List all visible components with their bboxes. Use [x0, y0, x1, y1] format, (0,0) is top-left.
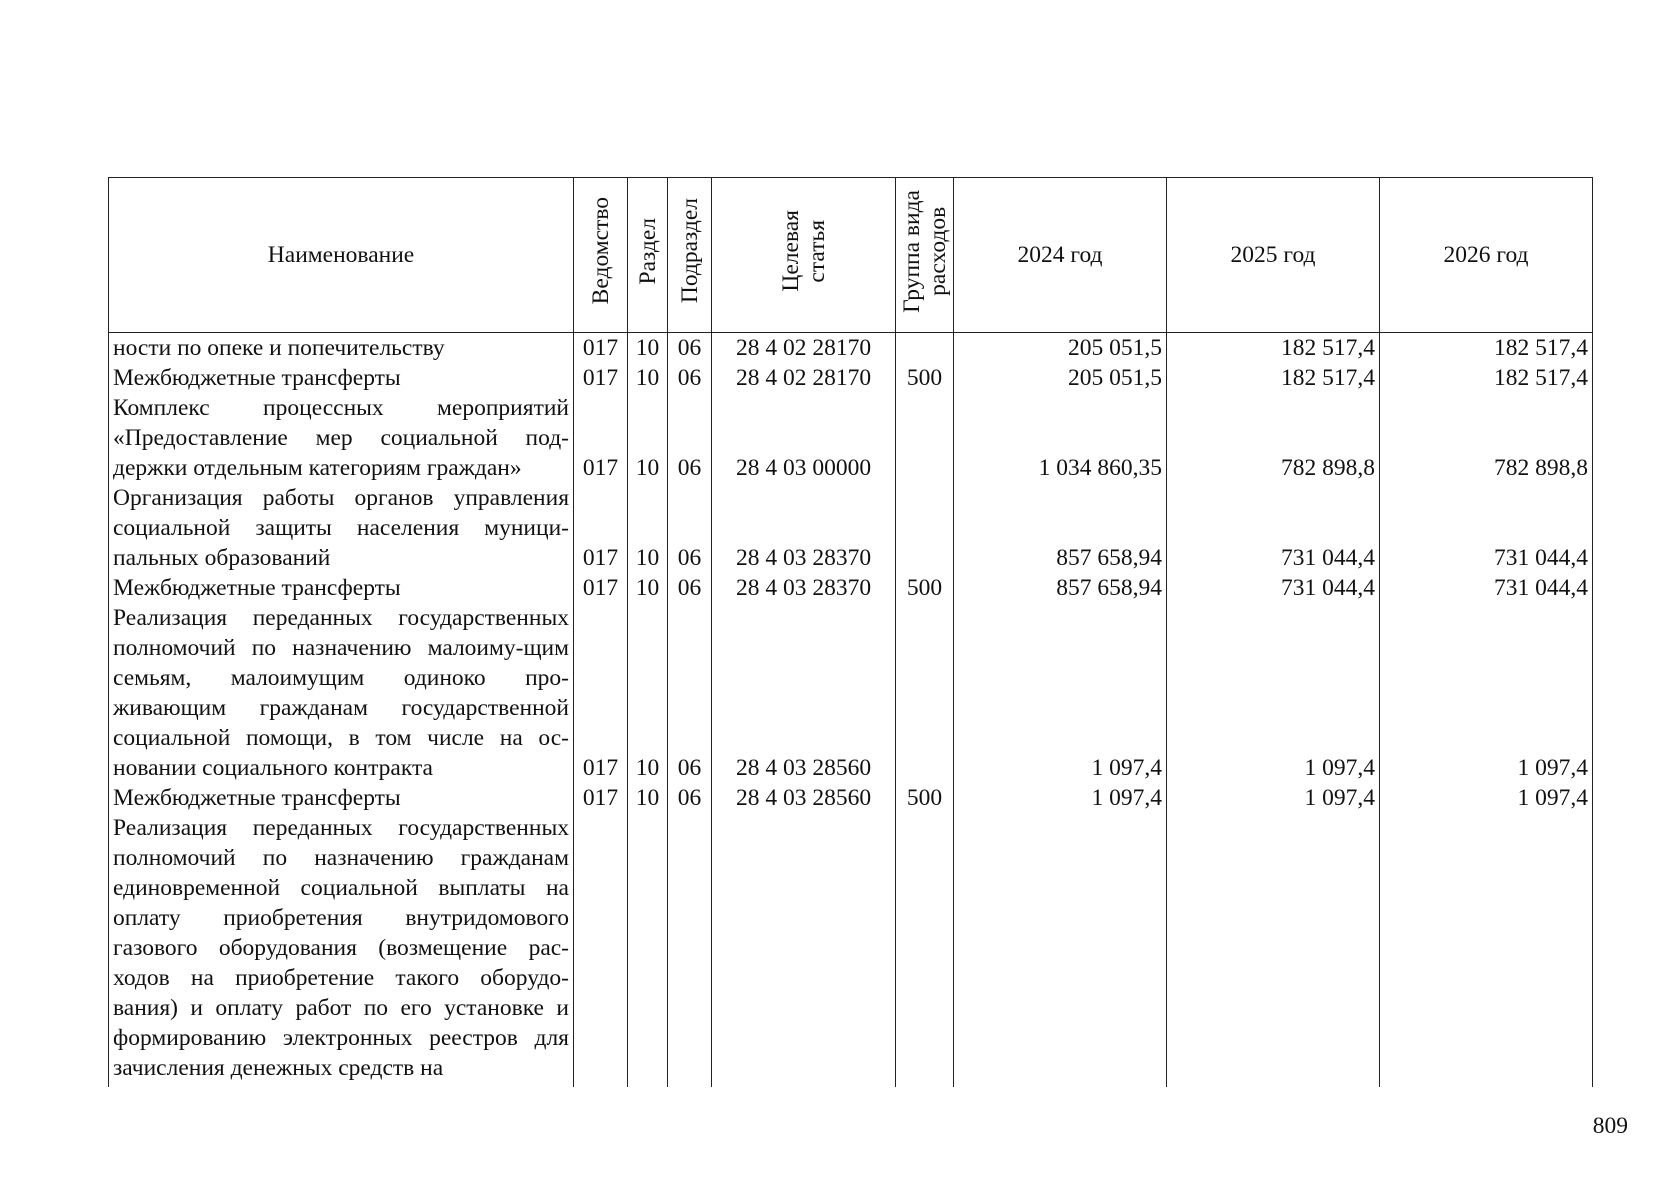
- cell-raz: 10: [628, 603, 668, 783]
- cell-y2024: 205 051,5: [954, 333, 1167, 364]
- cell-pod: 06: [668, 603, 712, 783]
- table-row: [109, 813, 1593, 1083]
- table-row: [109, 573, 1593, 603]
- cell-ved: 017: [574, 483, 628, 573]
- cell-cel: 28 4 03 28370: [712, 483, 896, 573]
- cell-grp: 500: [896, 363, 954, 393]
- cell-grp: [896, 393, 954, 483]
- table-bottom-filler: [109, 1083, 1593, 1087]
- cell-name: Реализация переданных государственных полномочий по назначению малоиму-щим семьям, малоимущим одиноко про-живающим гражданам государственной социальной помощи, в том числе на ос-новании социального контракта: [109, 603, 574, 783]
- cell-raz: 10: [628, 483, 668, 573]
- table-row: [109, 363, 1593, 393]
- header-2026: 2026 год: [1380, 178, 1593, 333]
- cell-cel: 28 4 03 28560: [712, 783, 896, 813]
- filler-cell: [896, 1083, 954, 1087]
- header-celevaya: Целевая статья: [712, 178, 896, 333]
- header-podrazdel: Подраздел: [668, 178, 712, 333]
- cell-name: Межбюджетные трансферты: [109, 363, 574, 393]
- table-row: [109, 393, 1593, 483]
- cell-y2025: 182 517,4: [1167, 333, 1380, 364]
- header-gruppa: Группа вида расходов: [896, 178, 954, 333]
- cell-y2026: 1 097,4: [1380, 783, 1593, 813]
- header-vedomstvo: Ведомство: [574, 178, 628, 333]
- budget-table: [108, 177, 1593, 1087]
- cell-cel: 28 4 03 28370: [712, 573, 896, 603]
- cell-y2026: 731 044,4: [1380, 573, 1593, 603]
- header-name: Наименование: [109, 178, 574, 333]
- cell-cel: 28 4 02 28170: [712, 363, 896, 393]
- cell-y2024: 205 051,5: [954, 363, 1167, 393]
- cell-ved: 017: [574, 573, 628, 603]
- cell-y2024: [954, 813, 1167, 1083]
- cell-grp: [896, 333, 954, 364]
- cell-name: Реализация переданных государственных полномочий по назначению гражданам единовременной социальной выплаты на оплату приобретения внутридомового газового оборудования (возмещение рас-ходов на приобретение такого оборудо-вания) и оплату работ по его установке и формированию электронных реестров для зачисления денежных средств на: [109, 813, 574, 1083]
- cell-y2026: [1380, 813, 1593, 1083]
- filler-cell: [628, 1083, 668, 1087]
- header-2024: 2024 год: [954, 178, 1167, 333]
- table-row: [109, 333, 1593, 364]
- cell-name: Межбюджетные трансферты: [109, 573, 574, 603]
- filler-cell: [574, 1083, 628, 1087]
- table-row: [109, 603, 1593, 783]
- cell-ved: 017: [574, 393, 628, 483]
- filler-cell: [1380, 1083, 1593, 1087]
- cell-y2025: 782 898,8: [1167, 393, 1380, 483]
- cell-y2026: 1 097,4: [1380, 603, 1593, 783]
- cell-ved: 017: [574, 783, 628, 813]
- cell-raz: 10: [628, 573, 668, 603]
- cell-ved: 017: [574, 363, 628, 393]
- filler-cell: [1167, 1083, 1380, 1087]
- cell-y2026: 782 898,8: [1380, 393, 1593, 483]
- cell-y2024: 1 034 860,35: [954, 393, 1167, 483]
- cell-y2026: 731 044,4: [1380, 483, 1593, 573]
- cell-ved: 017: [574, 333, 628, 364]
- filler-cell: [712, 1083, 896, 1087]
- cell-grp: 500: [896, 783, 954, 813]
- cell-y2024: 1 097,4: [954, 603, 1167, 783]
- cell-grp: [896, 813, 954, 1083]
- cell-name: Межбюджетные трансферты: [109, 783, 574, 813]
- table-row: [109, 483, 1593, 573]
- cell-raz: [628, 813, 668, 1083]
- cell-raz: 10: [628, 363, 668, 393]
- cell-y2025: [1167, 813, 1380, 1083]
- cell-y2025: 1 097,4: [1167, 603, 1380, 783]
- cell-pod: 06: [668, 483, 712, 573]
- cell-y2024: 1 097,4: [954, 783, 1167, 813]
- cell-y2024: 857 658,94: [954, 573, 1167, 603]
- cell-grp: [896, 603, 954, 783]
- cell-pod: 06: [668, 573, 712, 603]
- cell-ved: [574, 813, 628, 1083]
- cell-y2025: 182 517,4: [1167, 363, 1380, 393]
- filler-cell: [668, 1083, 712, 1087]
- header-razdel: Раздел: [628, 178, 668, 333]
- cell-y2024: 857 658,94: [954, 483, 1167, 573]
- cell-raz: 10: [628, 783, 668, 813]
- cell-y2026: 182 517,4: [1380, 333, 1593, 364]
- cell-cel: [712, 813, 896, 1083]
- cell-pod: [668, 813, 712, 1083]
- header-2025: 2025 год: [1167, 178, 1380, 333]
- cell-cel: 28 4 02 28170: [712, 333, 896, 364]
- cell-y2025: 1 097,4: [1167, 783, 1380, 813]
- cell-pod: 06: [668, 363, 712, 393]
- cell-name: Организация работы органов управления социальной защиты населения муници-пальных образований: [109, 483, 574, 573]
- cell-raz: 10: [628, 333, 668, 364]
- cell-name: ности по опеке и попечительству: [109, 333, 574, 364]
- cell-raz: 10: [628, 393, 668, 483]
- table-header: [109, 178, 1593, 333]
- cell-pod: 06: [668, 333, 712, 364]
- cell-cel: 28 4 03 28560: [712, 603, 896, 783]
- cell-cel: 28 4 03 00000: [712, 393, 896, 483]
- cell-pod: 06: [668, 393, 712, 483]
- page-number: 809: [1592, 1113, 1628, 1139]
- filler-cell: [954, 1083, 1167, 1087]
- cell-y2025: 731 044,4: [1167, 483, 1380, 573]
- cell-name: Комплекс процессных мероприятий «Предоставление мер социальной под-держки отдельным категориям граждан»: [109, 393, 574, 483]
- table-row: [109, 783, 1593, 813]
- table-body: [109, 333, 1593, 1088]
- cell-y2026: 182 517,4: [1380, 363, 1593, 393]
- cell-grp: [896, 483, 954, 573]
- cell-y2025: 731 044,4: [1167, 573, 1380, 603]
- filler-cell: [109, 1083, 574, 1087]
- cell-pod: 06: [668, 783, 712, 813]
- cell-ved: 017: [574, 603, 628, 783]
- cell-grp: 500: [896, 573, 954, 603]
